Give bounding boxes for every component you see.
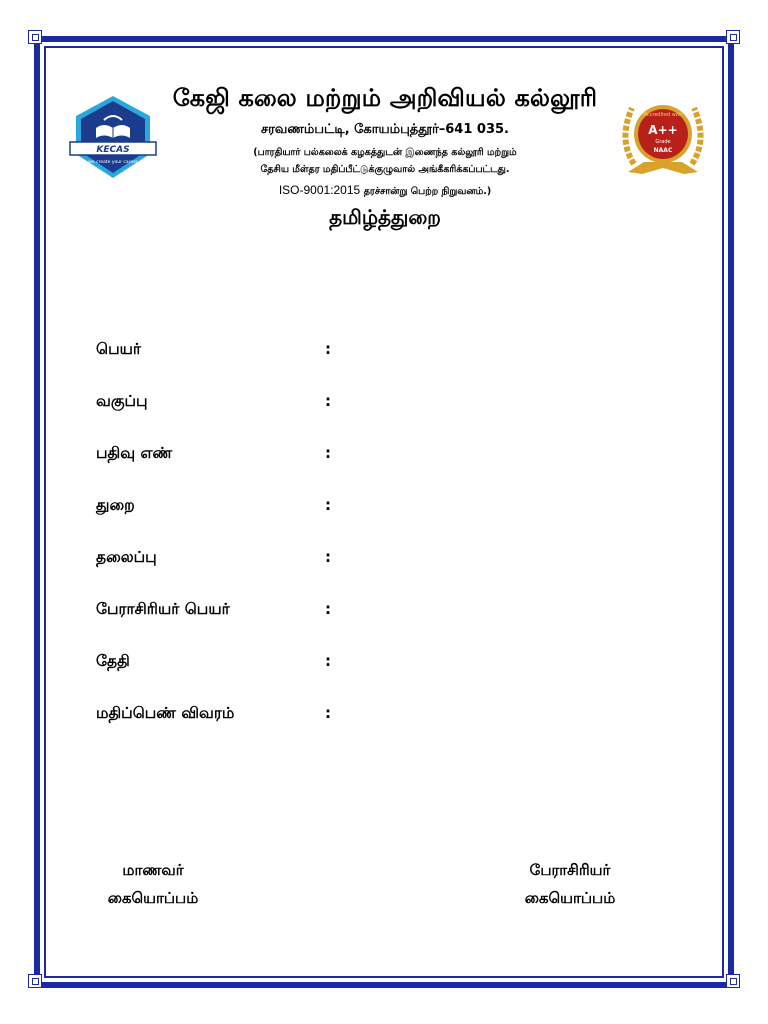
field-colon: : (325, 496, 331, 514)
field-colon: : (325, 600, 331, 618)
field-label: வகுப்பு (96, 392, 148, 410)
iso-certification-suffix: தரச்சான்று பெற்ற நிறுவனம்.) (363, 186, 492, 197)
field-colon: : (325, 392, 331, 410)
field-colon: : (325, 652, 331, 670)
college-logo (66, 92, 160, 184)
field-label: தேதி (96, 652, 130, 670)
professor-signature (495, 856, 645, 912)
field-class (96, 392, 596, 416)
field-colon: : (325, 340, 331, 358)
field-name (96, 340, 596, 364)
college-name: கேஜி கலை மற்றும் அறிவியல் கல்லூரி (172, 84, 598, 112)
border-corner-bottom-left (28, 974, 42, 988)
affiliation-line-2: தேசிய மீள்தர மதிப்பீட்டுக்குழுவால் அங்கீகரிக்கப்பட்டது. (260, 164, 510, 175)
field-register-number (96, 444, 596, 468)
field-label: பெயர் (96, 340, 141, 358)
field-professor-name (96, 600, 596, 624)
affiliation-line-1: (பாரதியார் பல்கலைக் கழகத்துடன் இணைந்த கல்லூரி மற்றும் (253, 147, 517, 158)
naac-badge-grade-label: Grade (655, 139, 671, 145)
naac-badge (614, 94, 712, 184)
field-label: பதிவு எண் (96, 444, 173, 462)
department-title: தமிழ்த்துறை (329, 205, 441, 229)
field-department (96, 496, 596, 520)
naac-badge-grade: A++ (648, 123, 678, 137)
field-label: பேராசிரியர் பெயர் (96, 600, 230, 618)
field-label: துறை (96, 496, 135, 514)
professor-signature-line2: கையொப்பம் (524, 889, 616, 907)
student-signature-line2: கையொப்பம் (107, 889, 199, 907)
professor-signature-line1: பேராசிரியர் (529, 861, 611, 879)
affiliation-line-3 (160, 183, 610, 198)
iso-certification: ISO-9001:2015 (278, 183, 361, 197)
field-label: மதிப்பெண் விவரம் (96, 704, 235, 722)
naac-badge-body: NAAC (653, 147, 673, 154)
student-signature (78, 856, 228, 912)
field-label: தலைப்பு (96, 548, 157, 566)
field-marks-details (96, 704, 596, 728)
field-date (96, 652, 596, 676)
border-corner-top-right (726, 30, 740, 44)
student-signature-line1: மாணவர் (122, 861, 184, 879)
field-colon: : (325, 444, 331, 462)
college-logo-text: KECAS (96, 145, 130, 155)
field-colon: : (325, 704, 331, 722)
naac-badge-top-text: Accredited with (643, 112, 683, 118)
college-logo-tagline: we create your career (88, 160, 138, 165)
field-colon: : (325, 548, 331, 566)
field-title (96, 548, 596, 572)
border-corner-bottom-right (726, 974, 740, 988)
college-address: சரவணம்பட்டி, கோயம்புத்தூர்–641 035. (260, 122, 509, 137)
border-corner-top-left (28, 30, 42, 44)
